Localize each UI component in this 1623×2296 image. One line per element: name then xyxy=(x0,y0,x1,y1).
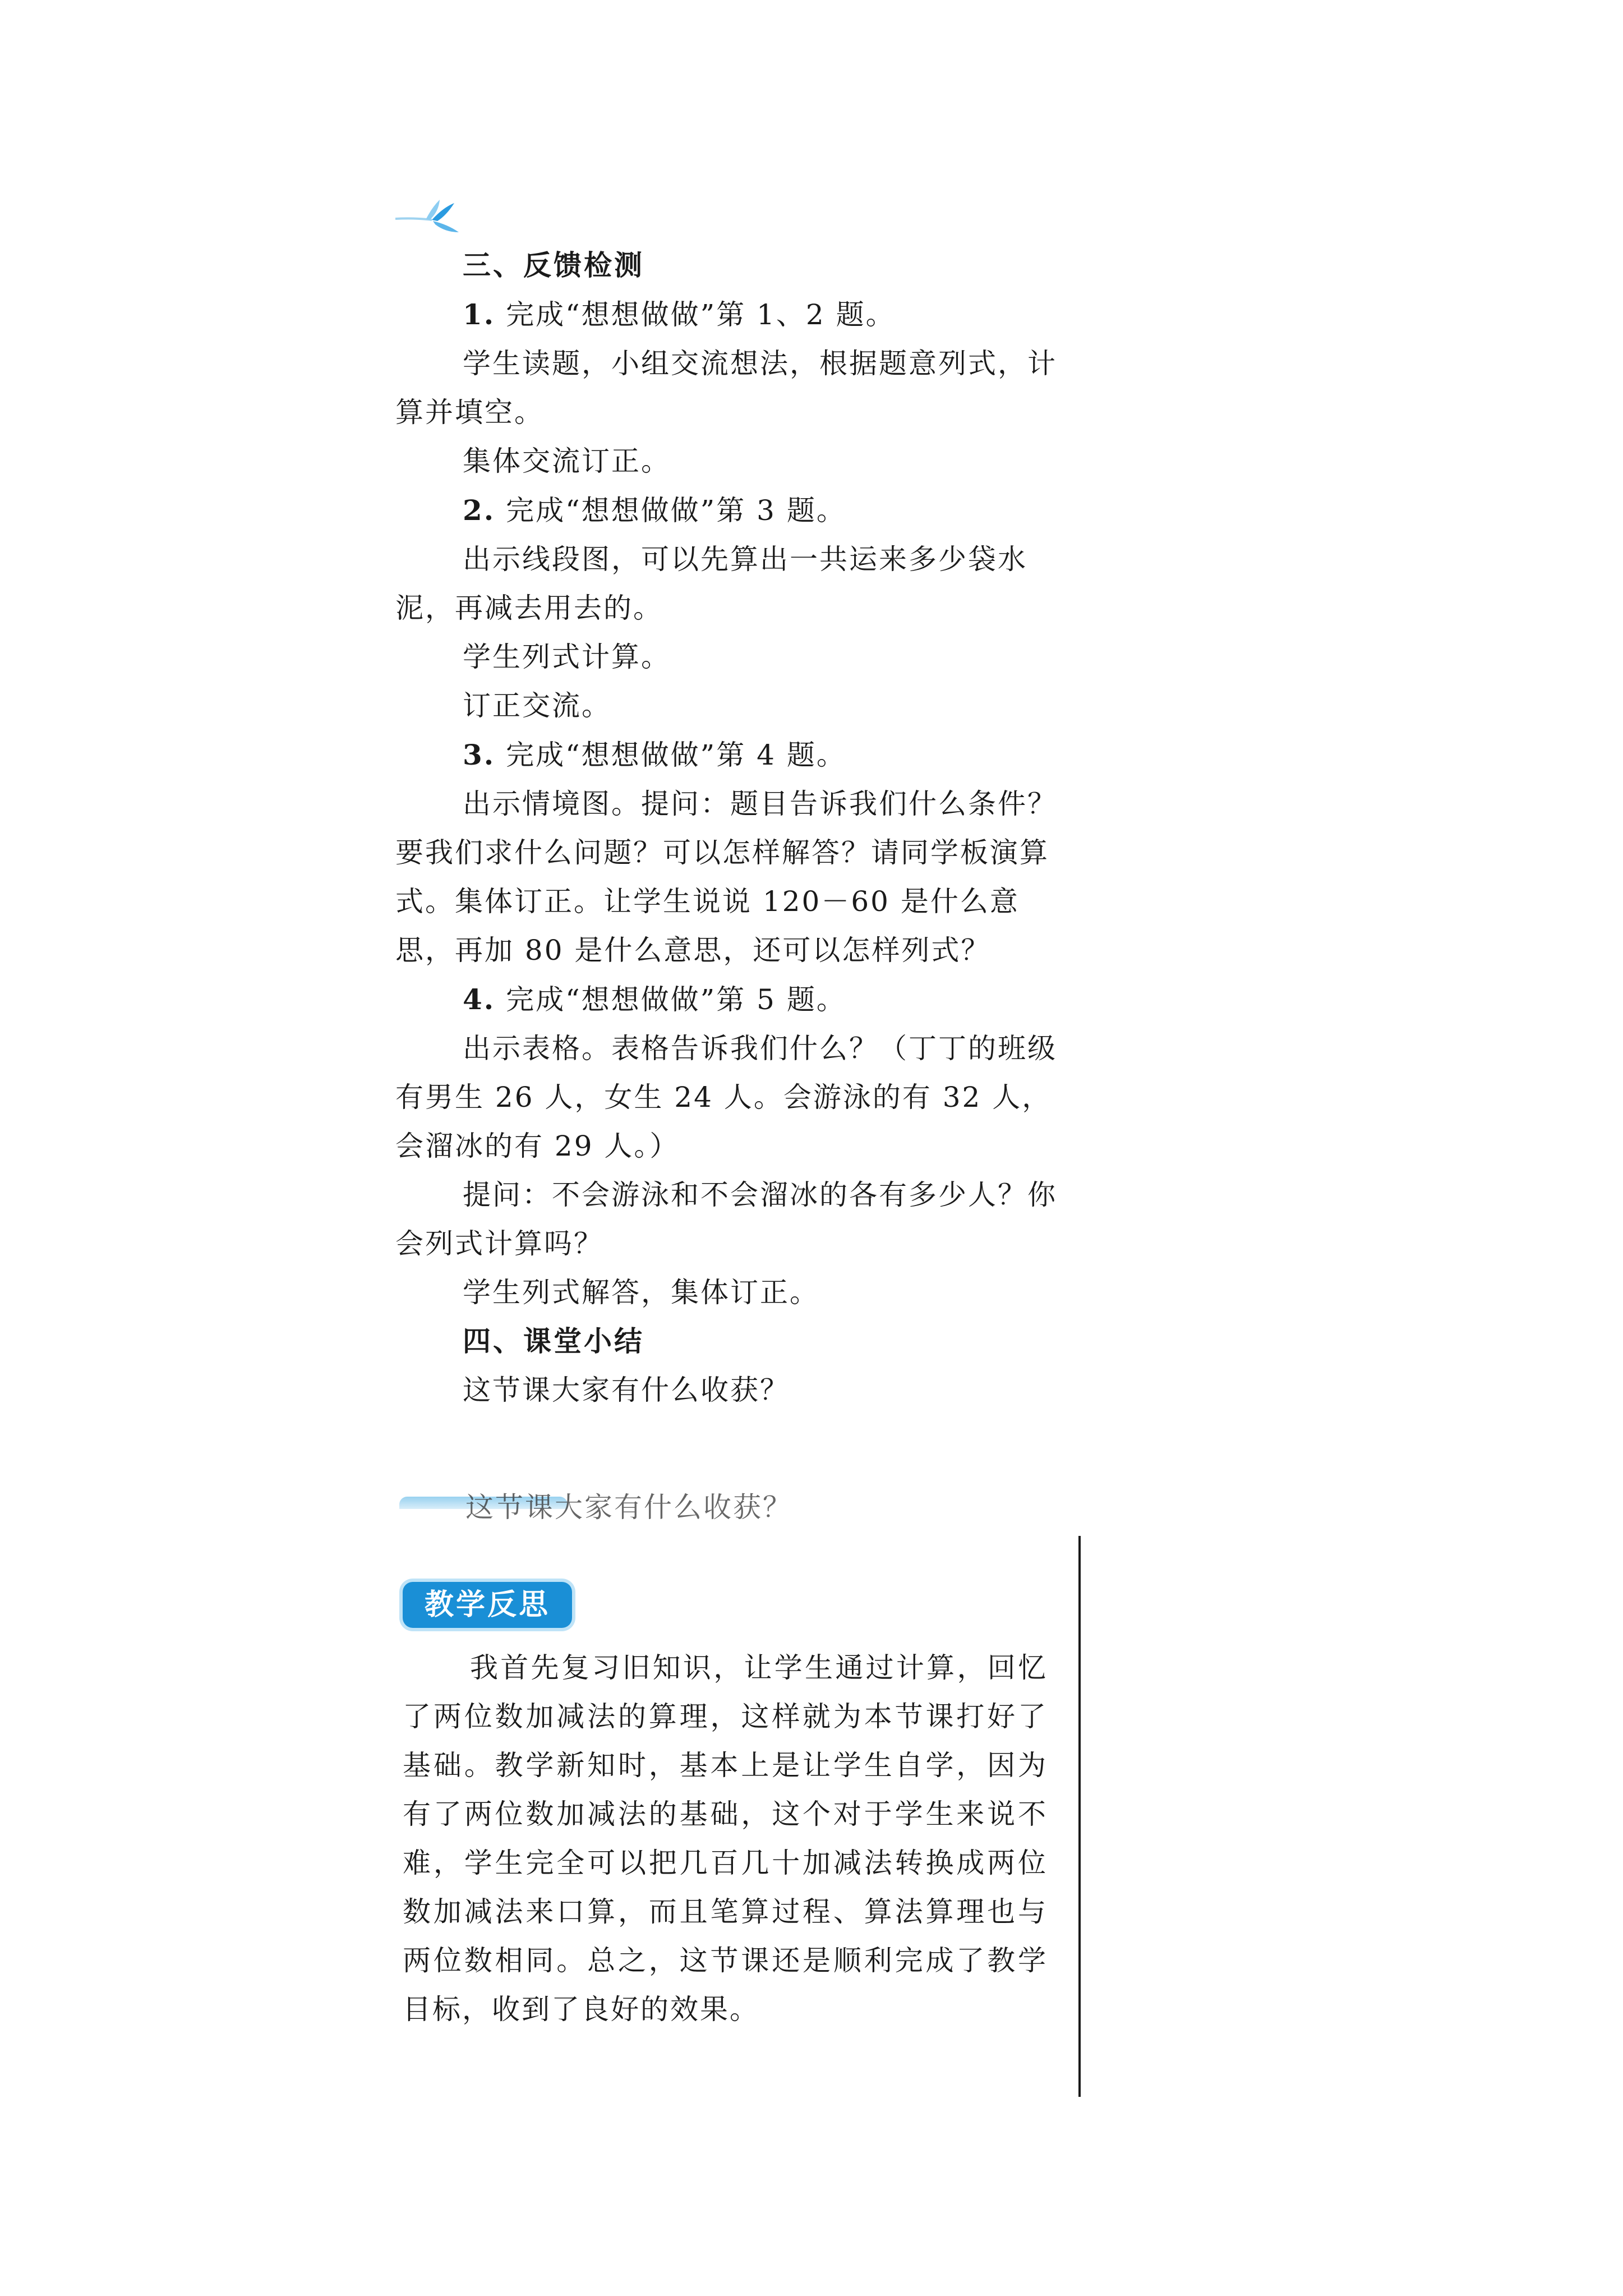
item-title: 2. 完成“想想做做”第 3 题。 xyxy=(463,494,846,527)
leaf-ornament-icon xyxy=(393,196,471,241)
section-heading: 四、课堂小结 xyxy=(463,1325,644,1358)
faded-text-line: 这节课大家有什么收获？ xyxy=(465,1491,792,1524)
paragraph: 学生列式计算。 xyxy=(463,641,671,673)
lesson-content xyxy=(395,241,1057,1415)
paragraph: 学生列式解答，集体订正。 xyxy=(463,1276,819,1309)
section-heading: 三、反馈检测 xyxy=(463,249,644,282)
paragraph: 集体交流订正。 xyxy=(463,445,671,477)
paragraph: 出示线段图，可以先算出一共运来多少袋水泥，再减去用去的。 xyxy=(395,543,1027,624)
paragraph: 学生读题，小组交流想法，根据题意列式，计算并填空。 xyxy=(395,347,1057,429)
paragraph: 出示表格。表格告诉我们什么？（丁丁的班级有男生 26 人，女生 24 人。会游泳的有 32 人，会溜冰的有 29 人。） xyxy=(395,1032,1057,1162)
vertical-rule xyxy=(1078,1536,1081,2097)
paragraph: 提问：不会游泳和不会溜冰的各有多少人？你会列式计算吗？ xyxy=(395,1179,1057,1260)
paragraph: 出示情境图。提问：题目告诉我们什么条件？要我们求什么问题？可以怎样解答？请同学板演算式。集体订正。让学生说说 120－60 是什么意思，再加 80 是什么意思，还可以怎样列式？ xyxy=(395,788,1057,967)
paragraph: 订正交流。 xyxy=(463,689,611,722)
item-title: 3. 完成“想想做做”第 4 题。 xyxy=(463,738,846,771)
reflection-badge: 教学反思 xyxy=(403,1582,572,1628)
paragraph: 这节课大家有什么收获？ xyxy=(463,1374,790,1406)
item-title: 4. 完成“想想做做”第 5 题。 xyxy=(463,983,846,1016)
reflection-paragraph: 我首先复习旧知识，让学生通过计算，回忆了两位数加减法的算理，这样就为本节课打好了基础。教学新知时，基本上是让学生自学，因为有了两位数加减法的基础，这个对于学生来说不难，学生完全可以把几百几十加减法转换成两位数加减法来口算，而且笔算过程、算法算理也与两位数相同。总之，这节课还是顺利完成了教学目标，收到了良好的效果。 xyxy=(403,1651,1048,2026)
item-title: 1. 完成“想想做做”第 1、2 题。 xyxy=(463,298,896,331)
reflection-body xyxy=(403,1644,1048,2034)
